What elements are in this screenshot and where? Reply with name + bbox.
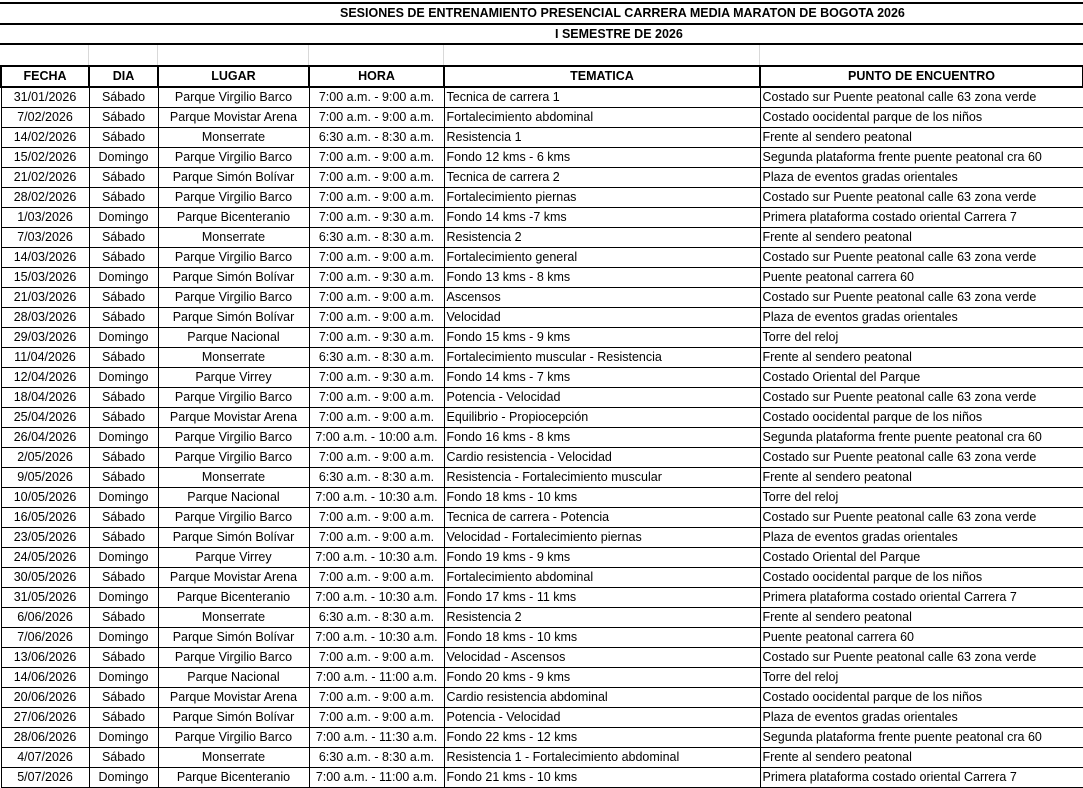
cell-dia[interactable]: Domingo bbox=[89, 768, 158, 788]
cell-dia[interactable]: Domingo bbox=[89, 628, 158, 648]
cell-punto-encuentro[interactable]: Costado oocidental parque de los niños bbox=[760, 568, 1083, 588]
cell-lugar[interactable]: Parque Bicenteranio bbox=[158, 768, 309, 788]
table-row bbox=[1, 688, 1083, 708]
table-row bbox=[1, 228, 1083, 248]
cell-lugar[interactable]: Parque Virgilio Barco bbox=[158, 388, 309, 408]
cell-hora[interactable]: 7:00 a.m. - 9:00 a.m. bbox=[309, 648, 444, 668]
cell-fecha[interactable]: 26/04/2026 bbox=[1, 428, 89, 448]
table-row bbox=[1, 308, 1083, 328]
table-row bbox=[1, 508, 1083, 528]
cell-tematica[interactable]: Fortalecimiento muscular - Resistencia bbox=[444, 348, 760, 368]
cell-lugar[interactable]: Monserrate bbox=[158, 608, 309, 628]
cell-fecha[interactable]: 29/03/2026 bbox=[1, 328, 89, 348]
cell-punto-encuentro[interactable]: Costado sur Puente peatonal calle 63 zona verde bbox=[760, 448, 1083, 468]
cell-hora[interactable]: 6:30 a.m. - 8:30 a.m. bbox=[309, 228, 444, 248]
cell-hora[interactable]: 7:00 a.m. - 9:00 a.m. bbox=[309, 87, 444, 108]
cell-tematica[interactable]: Resistencia 1 - Fortalecimiento abdominal bbox=[444, 748, 760, 768]
cell-tematica[interactable]: Fondo 19 kms - 9 kms bbox=[444, 548, 760, 568]
table-row bbox=[1, 748, 1083, 768]
cell-lugar[interactable]: Parque Simón Bolívar bbox=[158, 528, 309, 548]
cell-tematica[interactable]: Velocidad bbox=[444, 308, 760, 328]
cell-punto-encuentro[interactable]: Frente al sendero peatonal bbox=[760, 748, 1083, 768]
table-row bbox=[1, 208, 1083, 228]
cell-tematica[interactable]: Cardio resistencia abdominal bbox=[444, 688, 760, 708]
cell-hora[interactable]: 7:00 a.m. - 11:00 a.m. bbox=[309, 668, 444, 688]
cell-fecha[interactable]: 6/06/2026 bbox=[1, 608, 89, 628]
cell-fecha[interactable]: 25/04/2026 bbox=[1, 408, 89, 428]
cell-lugar[interactable]: Monserrate bbox=[158, 468, 309, 488]
cell-punto-encuentro[interactable]: Frente al sendero peatonal bbox=[760, 228, 1083, 248]
cell-punto-encuentro[interactable]: Segunda plataforma frente puente peatonal cra 60 bbox=[760, 428, 1083, 448]
cell-lugar[interactable]: Parque Bicenteranio bbox=[158, 208, 309, 228]
gridline bbox=[759, 45, 760, 65]
table-row bbox=[1, 588, 1083, 608]
cell-hora[interactable]: 6:30 a.m. - 8:30 a.m. bbox=[309, 128, 444, 148]
cell-fecha[interactable]: 13/06/2026 bbox=[1, 648, 89, 668]
cell-dia[interactable]: Domingo bbox=[89, 548, 158, 568]
cell-fecha[interactable]: 28/06/2026 bbox=[1, 728, 89, 748]
cell-lugar[interactable]: Parque Movistar Arena bbox=[158, 568, 309, 588]
table-row bbox=[1, 268, 1083, 288]
cell-dia[interactable]: Domingo bbox=[89, 728, 158, 748]
cell-dia[interactable]: Sábado bbox=[89, 688, 158, 708]
table-row bbox=[1, 468, 1083, 488]
cell-tematica[interactable]: Fortalecimiento general bbox=[444, 248, 760, 268]
cell-lugar[interactable]: Parque Virgilio Barco bbox=[158, 648, 309, 668]
cell-dia[interactable]: Sábado bbox=[89, 168, 158, 188]
cell-lugar[interactable]: Parque Simón Bolívar bbox=[158, 308, 309, 328]
cell-hora[interactable]: 7:00 a.m. - 9:30 a.m. bbox=[309, 208, 444, 228]
column-header-lugar[interactable]: LUGAR bbox=[158, 66, 309, 87]
cell-dia[interactable]: Sábado bbox=[89, 468, 158, 488]
cell-fecha[interactable]: 1/03/2026 bbox=[1, 208, 89, 228]
cell-tematica[interactable]: Fortalecimiento abdominal bbox=[444, 568, 760, 588]
cell-tematica[interactable]: Fondo 12 kms - 6 kms bbox=[444, 148, 760, 168]
cell-dia[interactable]: Sábado bbox=[89, 248, 158, 268]
cell-fecha[interactable]: 9/05/2026 bbox=[1, 468, 89, 488]
cell-lugar[interactable]: Parque Simón Bolívar bbox=[158, 708, 309, 728]
table-row bbox=[1, 87, 1083, 108]
table-row bbox=[1, 408, 1083, 428]
cell-fecha[interactable]: 21/02/2026 bbox=[1, 168, 89, 188]
cell-fecha[interactable]: 7/06/2026 bbox=[1, 628, 89, 648]
cell-dia[interactable]: Sábado bbox=[89, 87, 158, 108]
cell-lugar[interactable]: Parque Virrey bbox=[158, 548, 309, 568]
table-row bbox=[1, 648, 1083, 668]
cell-hora[interactable]: 7:00 a.m. - 10:30 a.m. bbox=[309, 548, 444, 568]
cell-tematica[interactable]: Tecnica de carrera 1 bbox=[444, 87, 760, 108]
cell-punto-encuentro[interactable]: Primera plataforma costado oriental Carrera 7 bbox=[760, 208, 1083, 228]
table-row bbox=[1, 428, 1083, 448]
cell-hora[interactable]: 7:00 a.m. - 9:00 a.m. bbox=[309, 288, 444, 308]
cell-dia[interactable]: Sábado bbox=[89, 748, 158, 768]
cell-punto-encuentro[interactable]: Plaza de eventos gradas orientales bbox=[760, 528, 1083, 548]
column-header-punto-encuentro[interactable]: PUNTO DE ENCUENTRO bbox=[760, 66, 1083, 87]
table-row bbox=[1, 448, 1083, 468]
cell-punto-encuentro[interactable]: Costado oocidental parque de los niños bbox=[760, 408, 1083, 428]
cell-punto-encuentro[interactable]: Frente al sendero peatonal bbox=[760, 128, 1083, 148]
cell-fecha[interactable]: 31/01/2026 bbox=[1, 87, 89, 108]
cell-hora[interactable]: 7:00 a.m. - 9:00 a.m. bbox=[309, 508, 444, 528]
cell-punto-encuentro[interactable]: Segunda plataforma frente puente peatonal cra 60 bbox=[760, 728, 1083, 748]
table-row bbox=[1, 288, 1083, 308]
cell-lugar[interactable]: Parque Virgilio Barco bbox=[158, 248, 309, 268]
cell-fecha[interactable]: 15/03/2026 bbox=[1, 268, 89, 288]
cell-tematica[interactable]: Fondo 14 kms - 7 kms bbox=[444, 368, 760, 388]
cell-hora[interactable]: 7:00 a.m. - 9:00 a.m. bbox=[309, 188, 444, 208]
cell-punto-encuentro[interactable]: Costado sur Puente peatonal calle 63 zona verde bbox=[760, 288, 1083, 308]
table-row bbox=[1, 628, 1083, 648]
table-row bbox=[1, 328, 1083, 348]
cell-hora[interactable]: 7:00 a.m. - 9:00 a.m. bbox=[309, 168, 444, 188]
cell-hora[interactable]: 7:00 a.m. - 9:00 a.m. bbox=[309, 568, 444, 588]
cell-hora[interactable]: 7:00 a.m. - 9:00 a.m. bbox=[309, 688, 444, 708]
cell-tematica[interactable]: Resistencia - Fortalecimiento muscular bbox=[444, 468, 760, 488]
cell-fecha[interactable]: 28/02/2026 bbox=[1, 188, 89, 208]
cell-tematica[interactable]: Fondo 18 kms - 10 kms bbox=[444, 628, 760, 648]
cell-tematica[interactable]: Fondo 22 kms - 12 kms bbox=[444, 728, 760, 748]
cell-lugar[interactable]: Parque Bicenteranio bbox=[158, 588, 309, 608]
table-row bbox=[1, 728, 1083, 748]
cell-lugar[interactable]: Parque Virgilio Barco bbox=[158, 148, 309, 168]
cell-lugar[interactable]: Parque Movistar Arena bbox=[158, 688, 309, 708]
cell-lugar[interactable]: Parque Simón Bolívar bbox=[158, 268, 309, 288]
cell-hora[interactable]: 7:00 a.m. - 9:00 a.m. bbox=[309, 148, 444, 168]
cell-punto-encuentro[interactable]: Puente peatonal carrera 60 bbox=[760, 268, 1083, 288]
table-row bbox=[1, 608, 1083, 628]
column-header-fecha[interactable]: FECHA bbox=[1, 66, 89, 87]
cell-hora[interactable]: 7:00 a.m. - 9:00 a.m. bbox=[309, 408, 444, 428]
cell-punto-encuentro[interactable]: Costado sur Puente peatonal calle 63 zona verde bbox=[760, 87, 1083, 108]
cell-tematica[interactable]: Potencia - Velocidad bbox=[444, 708, 760, 728]
cell-hora[interactable]: 7:00 a.m. - 11:30 a.m. bbox=[309, 728, 444, 748]
cell-tematica[interactable]: Potencia - Velocidad bbox=[444, 388, 760, 408]
cell-fecha[interactable]: 21/03/2026 bbox=[1, 288, 89, 308]
cell-tematica[interactable]: Fondo 13 kms - 8 kms bbox=[444, 268, 760, 288]
cell-hora[interactable]: 6:30 a.m. - 8:30 a.m. bbox=[309, 468, 444, 488]
table-row bbox=[1, 708, 1083, 728]
cell-hora[interactable]: 7:00 a.m. - 10:00 a.m. bbox=[309, 428, 444, 448]
cell-punto-encuentro[interactable]: Segunda plataforma frente puente peatonal cra 60 bbox=[760, 148, 1083, 168]
cell-lugar[interactable]: Monserrate bbox=[158, 348, 309, 368]
cell-tematica[interactable]: Fondo 20 kms - 9 kms bbox=[444, 668, 760, 688]
cell-fecha[interactable]: 16/05/2026 bbox=[1, 508, 89, 528]
cell-fecha[interactable]: 24/05/2026 bbox=[1, 548, 89, 568]
cell-punto-encuentro[interactable]: Costado Oriental del Parque bbox=[760, 368, 1083, 388]
table-row bbox=[1, 548, 1083, 568]
cell-lugar[interactable]: Parque Virgilio Barco bbox=[158, 428, 309, 448]
cell-lugar[interactable]: Monserrate bbox=[158, 128, 309, 148]
column-header-hora[interactable]: HORA bbox=[309, 66, 444, 87]
cell-fecha[interactable]: 11/04/2026 bbox=[1, 348, 89, 368]
gridline bbox=[308, 45, 309, 65]
cell-lugar[interactable]: Monserrate bbox=[158, 228, 309, 248]
cell-dia[interactable]: Sábado bbox=[89, 108, 158, 128]
column-header-tematica[interactable]: TEMATICA bbox=[444, 66, 760, 87]
table-row bbox=[1, 668, 1083, 688]
table-row bbox=[1, 348, 1083, 368]
cell-tematica[interactable]: Ascensos bbox=[444, 288, 760, 308]
cell-punto-encuentro[interactable]: Costado oocidental parque de los niños bbox=[760, 688, 1083, 708]
cell-punto-encuentro[interactable]: Frente al sendero peatonal bbox=[760, 468, 1083, 488]
cell-hora[interactable]: 7:00 a.m. - 9:00 a.m. bbox=[309, 388, 444, 408]
cell-fecha[interactable]: 14/06/2026 bbox=[1, 668, 89, 688]
cell-hora[interactable]: 7:00 a.m. - 9:30 a.m. bbox=[309, 328, 444, 348]
sheet-title: SESIONES DE ENTRENAMIENTO PRESENCIAL CARRERA MEDIA MARATON DE BOGOTA 2026 bbox=[340, 6, 905, 20]
cell-punto-encuentro[interactable]: Torre del reloj bbox=[760, 328, 1083, 348]
cell-fecha[interactable]: 31/05/2026 bbox=[1, 588, 89, 608]
cell-tematica[interactable]: Tecnica de carrera 2 bbox=[444, 168, 760, 188]
cell-dia[interactable]: Sábado bbox=[89, 308, 158, 328]
column-header-dia[interactable]: DIA bbox=[89, 66, 158, 87]
cell-punto-encuentro[interactable]: Costado sur Puente peatonal calle 63 zona verde bbox=[760, 388, 1083, 408]
cell-fecha[interactable]: 23/05/2026 bbox=[1, 528, 89, 548]
cell-dia[interactable]: Sábado bbox=[89, 408, 158, 428]
cell-dia[interactable]: Sábado bbox=[89, 128, 158, 148]
cell-dia[interactable]: Sábado bbox=[89, 228, 158, 248]
cell-punto-encuentro[interactable]: Costado sur Puente peatonal calle 63 zona verde bbox=[760, 648, 1083, 668]
cell-punto-encuentro[interactable]: Costado sur Puente peatonal calle 63 zona verde bbox=[760, 248, 1083, 268]
cell-lugar[interactable]: Parque Virgilio Barco bbox=[158, 728, 309, 748]
table-row bbox=[1, 128, 1083, 148]
cell-dia[interactable]: Sábado bbox=[89, 708, 158, 728]
cell-punto-encuentro[interactable]: Costado sur Puente peatonal calle 63 zona verde bbox=[760, 188, 1083, 208]
cell-dia[interactable]: Domingo bbox=[89, 588, 158, 608]
cell-lugar[interactable]: Parque Simón Bolívar bbox=[158, 168, 309, 188]
cell-tematica[interactable]: Velocidad - Ascensos bbox=[444, 648, 760, 668]
cell-punto-encuentro[interactable]: Plaza de eventos gradas orientales bbox=[760, 168, 1083, 188]
cell-tematica[interactable]: Fondo 16 kms - 8 kms bbox=[444, 428, 760, 448]
cell-hora[interactable]: 6:30 a.m. - 8:30 a.m. bbox=[309, 348, 444, 368]
cell-fecha[interactable]: 14/03/2026 bbox=[1, 248, 89, 268]
cell-fecha[interactable]: 5/07/2026 bbox=[1, 768, 89, 788]
cell-fecha[interactable]: 7/02/2026 bbox=[1, 108, 89, 128]
cell-tematica[interactable]: Fondo 14 kms -7 kms bbox=[444, 208, 760, 228]
cell-lugar[interactable]: Parque Movistar Arena bbox=[158, 108, 309, 128]
cell-fecha[interactable]: 18/04/2026 bbox=[1, 388, 89, 408]
cell-tematica[interactable]: Velocidad - Fortalecimiento piernas bbox=[444, 528, 760, 548]
cell-dia[interactable]: Sábado bbox=[89, 508, 158, 528]
cell-dia[interactable]: Sábado bbox=[89, 188, 158, 208]
cell-lugar[interactable]: Parque Nacional bbox=[158, 328, 309, 348]
cell-punto-encuentro[interactable]: Torre del reloj bbox=[760, 668, 1083, 688]
cell-punto-encuentro[interactable]: Costado Oriental del Parque bbox=[760, 548, 1083, 568]
gridline bbox=[88, 45, 89, 65]
cell-dia[interactable]: Sábado bbox=[89, 288, 158, 308]
cell-punto-encuentro[interactable]: Torre del reloj bbox=[760, 488, 1083, 508]
cell-hora[interactable]: 7:00 a.m. - 9:00 a.m. bbox=[309, 528, 444, 548]
cell-tematica[interactable]: Fondo 21 kms - 10 kms bbox=[444, 768, 760, 788]
cell-fecha[interactable]: 27/06/2026 bbox=[1, 708, 89, 728]
cell-dia[interactable]: Sábado bbox=[89, 608, 158, 628]
cell-hora[interactable]: 7:00 a.m. - 9:00 a.m. bbox=[309, 248, 444, 268]
cell-hora[interactable]: 7:00 a.m. - 9:30 a.m. bbox=[309, 368, 444, 388]
cell-punto-encuentro[interactable]: Primera plataforma costado oriental Carrera 7 bbox=[760, 768, 1083, 788]
cell-fecha[interactable]: 28/03/2026 bbox=[1, 308, 89, 328]
cell-hora[interactable]: 7:00 a.m. - 9:30 a.m. bbox=[309, 268, 444, 288]
cell-fecha[interactable]: 12/04/2026 bbox=[1, 368, 89, 388]
cell-lugar[interactable]: Parque Nacional bbox=[158, 488, 309, 508]
table-row bbox=[1, 568, 1083, 588]
cell-dia[interactable]: Domingo bbox=[89, 148, 158, 168]
cell-lugar[interactable]: Parque Movistar Arena bbox=[158, 408, 309, 428]
cell-dia[interactable]: Sábado bbox=[89, 448, 158, 468]
cell-tematica[interactable]: Resistencia 1 bbox=[444, 128, 760, 148]
cell-punto-encuentro[interactable]: Plaza de eventos gradas orientales bbox=[760, 708, 1083, 728]
cell-hora[interactable]: 6:30 a.m. - 8:30 a.m. bbox=[309, 608, 444, 628]
cell-dia[interactable]: Sábado bbox=[89, 568, 158, 588]
cell-punto-encuentro[interactable]: Costado oocidental parque de los niños bbox=[760, 108, 1083, 128]
cell-fecha[interactable]: 15/02/2026 bbox=[1, 148, 89, 168]
cell-tematica[interactable]: Fondo 15 kms - 9 kms bbox=[444, 328, 760, 348]
gridline bbox=[157, 45, 158, 65]
semester-row[interactable] bbox=[0, 23, 1083, 43]
cell-fecha[interactable]: 7/03/2026 bbox=[1, 228, 89, 248]
cell-punto-encuentro[interactable]: Puente peatonal carrera 60 bbox=[760, 628, 1083, 648]
title-row[interactable] bbox=[0, 2, 1083, 22]
table-row bbox=[1, 388, 1083, 408]
cell-fecha[interactable]: 14/02/2026 bbox=[1, 128, 89, 148]
cell-dia[interactable]: Domingo bbox=[89, 268, 158, 288]
header-row bbox=[1, 66, 1083, 87]
cell-dia[interactable]: Sábado bbox=[89, 388, 158, 408]
table-row bbox=[1, 188, 1083, 208]
cell-dia[interactable]: Domingo bbox=[89, 328, 158, 348]
cell-dia[interactable]: Domingo bbox=[89, 488, 158, 508]
cell-tematica[interactable]: Cardio resistencia - Velocidad bbox=[444, 448, 760, 468]
cell-fecha[interactable]: 2/05/2026 bbox=[1, 448, 89, 468]
blank-row[interactable] bbox=[0, 43, 1083, 65]
table-row bbox=[1, 368, 1083, 388]
sheet-subtitle: I SEMESTRE DE 2026 bbox=[555, 27, 683, 41]
cell-punto-encuentro[interactable]: Frente al sendero peatonal bbox=[760, 348, 1083, 368]
cell-lugar[interactable]: Parque Simón Bolívar bbox=[158, 628, 309, 648]
cell-tematica[interactable]: Resistencia 2 bbox=[444, 228, 760, 248]
cell-hora[interactable]: 6:30 a.m. - 8:30 a.m. bbox=[309, 748, 444, 768]
cell-punto-encuentro[interactable]: Primera plataforma costado oriental Carrera 7 bbox=[760, 588, 1083, 608]
table-row bbox=[1, 488, 1083, 508]
cell-lugar[interactable]: Parque Virgilio Barco bbox=[158, 188, 309, 208]
cell-dia[interactable]: Sábado bbox=[89, 528, 158, 548]
cell-punto-encuentro[interactable]: Frente al sendero peatonal bbox=[760, 608, 1083, 628]
cell-fecha[interactable]: 4/07/2026 bbox=[1, 748, 89, 768]
table-row bbox=[1, 148, 1083, 168]
cell-tematica[interactable]: Fondo 18 kms - 10 kms bbox=[444, 488, 760, 508]
cell-lugar[interactable]: Parque Virgilio Barco bbox=[158, 87, 309, 108]
cell-fecha[interactable]: 20/06/2026 bbox=[1, 688, 89, 708]
cell-hora[interactable]: 7:00 a.m. - 9:00 a.m. bbox=[309, 308, 444, 328]
cell-hora[interactable]: 7:00 a.m. - 9:00 a.m. bbox=[309, 708, 444, 728]
cell-hora[interactable]: 7:00 a.m. - 10:30 a.m. bbox=[309, 488, 444, 508]
cell-lugar[interactable]: Monserrate bbox=[158, 748, 309, 768]
table-row bbox=[1, 168, 1083, 188]
gridline bbox=[443, 45, 444, 65]
cell-fecha[interactable]: 30/05/2026 bbox=[1, 568, 89, 588]
schedule-body bbox=[1, 87, 1083, 788]
table-row bbox=[1, 528, 1083, 548]
cell-dia[interactable]: Domingo bbox=[89, 368, 158, 388]
cell-fecha[interactable]: 10/05/2026 bbox=[1, 488, 89, 508]
cell-lugar[interactable]: Parque Virrey bbox=[158, 368, 309, 388]
schedule-table bbox=[0, 65, 1083, 788]
cell-tematica[interactable]: Fondo 17 kms - 11 kms bbox=[444, 588, 760, 608]
cell-tematica[interactable]: Resistencia 2 bbox=[444, 608, 760, 628]
cell-tematica[interactable]: Fortalecimiento piernas bbox=[444, 188, 760, 208]
cell-tematica[interactable]: Equilibrio - Propiocepción bbox=[444, 408, 760, 428]
cell-lugar[interactable]: Parque Virgilio Barco bbox=[158, 508, 309, 528]
cell-lugar[interactable]: Parque Virgilio Barco bbox=[158, 288, 309, 308]
cell-dia[interactable]: Domingo bbox=[89, 208, 158, 228]
cell-hora[interactable]: 7:00 a.m. - 10:30 a.m. bbox=[309, 628, 444, 648]
cell-hora[interactable]: 7:00 a.m. - 9:00 a.m. bbox=[309, 108, 444, 128]
cell-lugar[interactable]: Parque Virgilio Barco bbox=[158, 448, 309, 468]
cell-hora[interactable]: 7:00 a.m. - 10:30 a.m. bbox=[309, 588, 444, 608]
cell-dia[interactable]: Sábado bbox=[89, 648, 158, 668]
table-row bbox=[1, 248, 1083, 268]
cell-dia[interactable]: Domingo bbox=[89, 428, 158, 448]
table-row bbox=[1, 108, 1083, 128]
cell-dia[interactable]: Domingo bbox=[89, 668, 158, 688]
cell-hora[interactable]: 7:00 a.m. - 11:00 a.m. bbox=[309, 768, 444, 788]
cell-tematica[interactable]: Tecnica de carrera - Potencia bbox=[444, 508, 760, 528]
cell-punto-encuentro[interactable]: Plaza de eventos gradas orientales bbox=[760, 308, 1083, 328]
cell-lugar[interactable]: Parque Nacional bbox=[158, 668, 309, 688]
cell-hora[interactable]: 7:00 a.m. - 9:00 a.m. bbox=[309, 448, 444, 468]
cell-dia[interactable]: Sábado bbox=[89, 348, 158, 368]
cell-punto-encuentro[interactable]: Costado sur Puente peatonal calle 63 zona verde bbox=[760, 508, 1083, 528]
cell-tematica[interactable]: Fortalecimiento abdominal bbox=[444, 108, 760, 128]
table-row bbox=[1, 768, 1083, 788]
